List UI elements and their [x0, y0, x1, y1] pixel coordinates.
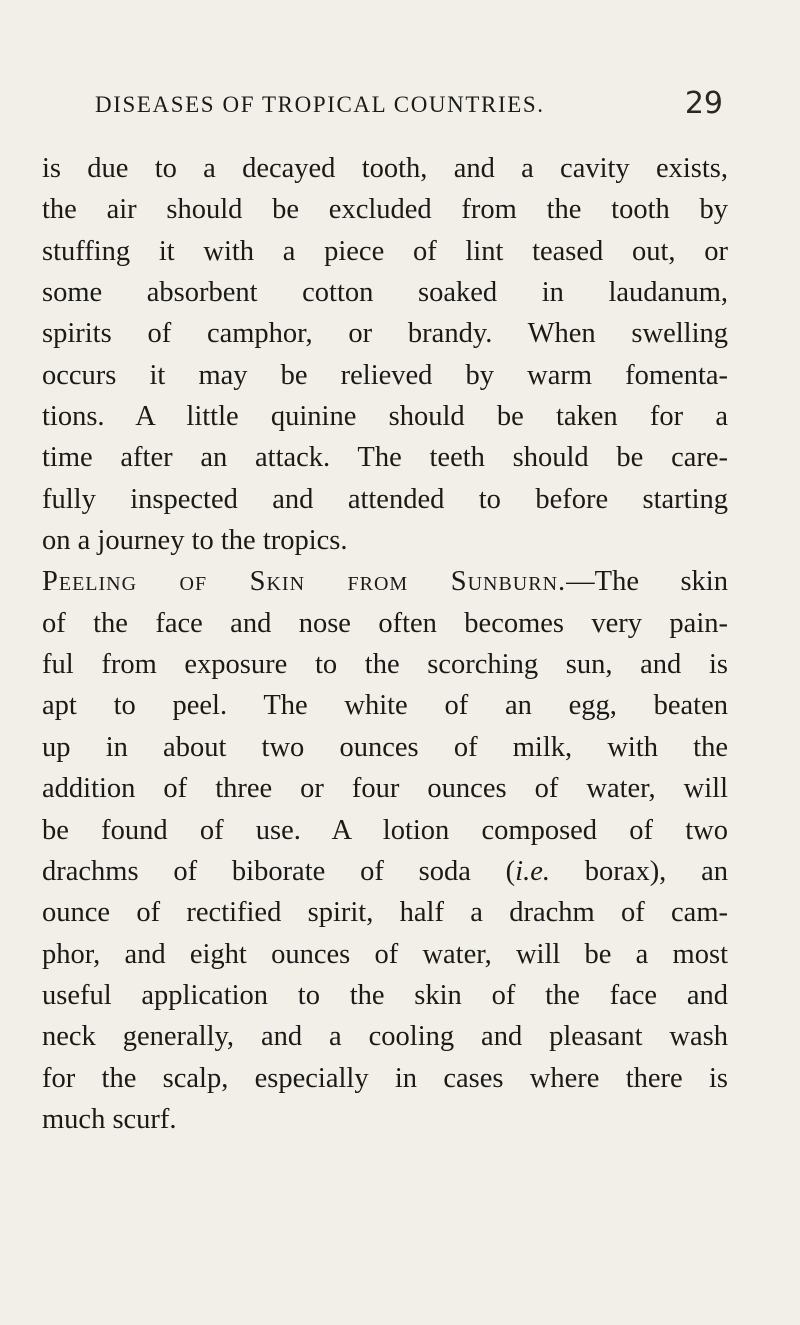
text-line: addition of three or four ounces of water, will: [42, 773, 728, 805]
text-line: for the scalp, especially in cases where there is: [42, 1062, 728, 1094]
text-line: ful from exposure to the scorching sun, and is: [42, 649, 728, 681]
text-line: useful application to the skin of the face and: [42, 979, 728, 1011]
text-line: up in about two ounces of milk, with the: [42, 731, 728, 763]
italic-abbreviation: i.e.: [515, 855, 550, 887]
text-line: the air should be excluded from the tooth by: [42, 194, 728, 226]
text-line: ounce of rectified spirit, half a drachm of cam-: [42, 897, 728, 929]
section-start-line: [42, 561, 728, 602]
text-line: time after an attack. The teeth should be care-: [42, 442, 728, 474]
text-line: tions. A little quinine should be taken for a: [42, 401, 728, 433]
text-line: some absorbent cotton soaked in laudanum,: [42, 277, 728, 309]
section-heading: Peeling of Skin from Sunburn.: [42, 566, 567, 598]
text-line: of the face and nose often becomes very pain-: [42, 607, 728, 639]
text-line: be found of use. A lotion composed of two: [42, 814, 728, 846]
text-line: neck generally, and a cooling and pleasant wash: [42, 1021, 728, 1053]
text-line: apt to peel. The white of an egg, beaten: [42, 690, 728, 722]
text-fragment: drachms of biborate of soda (: [42, 855, 516, 887]
text-line: occurs it may be relieved by warm fomenta-: [42, 359, 728, 391]
running-head: [95, 88, 723, 128]
text-line: [42, 851, 728, 892]
text-line: fully inspected and attended to before starting: [42, 483, 728, 515]
body-text: [42, 148, 728, 1140]
text-line: is due to a decayed tooth, and a cavity exists,: [42, 153, 728, 184]
page-number: 29: [684, 86, 723, 121]
running-title: DISEASES OF TROPICAL COUNTRIES.: [95, 92, 545, 117]
section-lead: —The skin: [566, 566, 728, 598]
text-line: spirits of camphor, or brandy. When swelling: [42, 318, 728, 350]
text-line: stuffing it with a piece of lint teased out, or: [42, 235, 728, 267]
text-line: phor, and eight ounces of water, will be a most: [42, 938, 728, 970]
text-line: on a journey to the tropics.: [42, 525, 348, 557]
text-fragment: borax), an: [550, 855, 729, 887]
text-line: much scurf.: [42, 1103, 177, 1135]
